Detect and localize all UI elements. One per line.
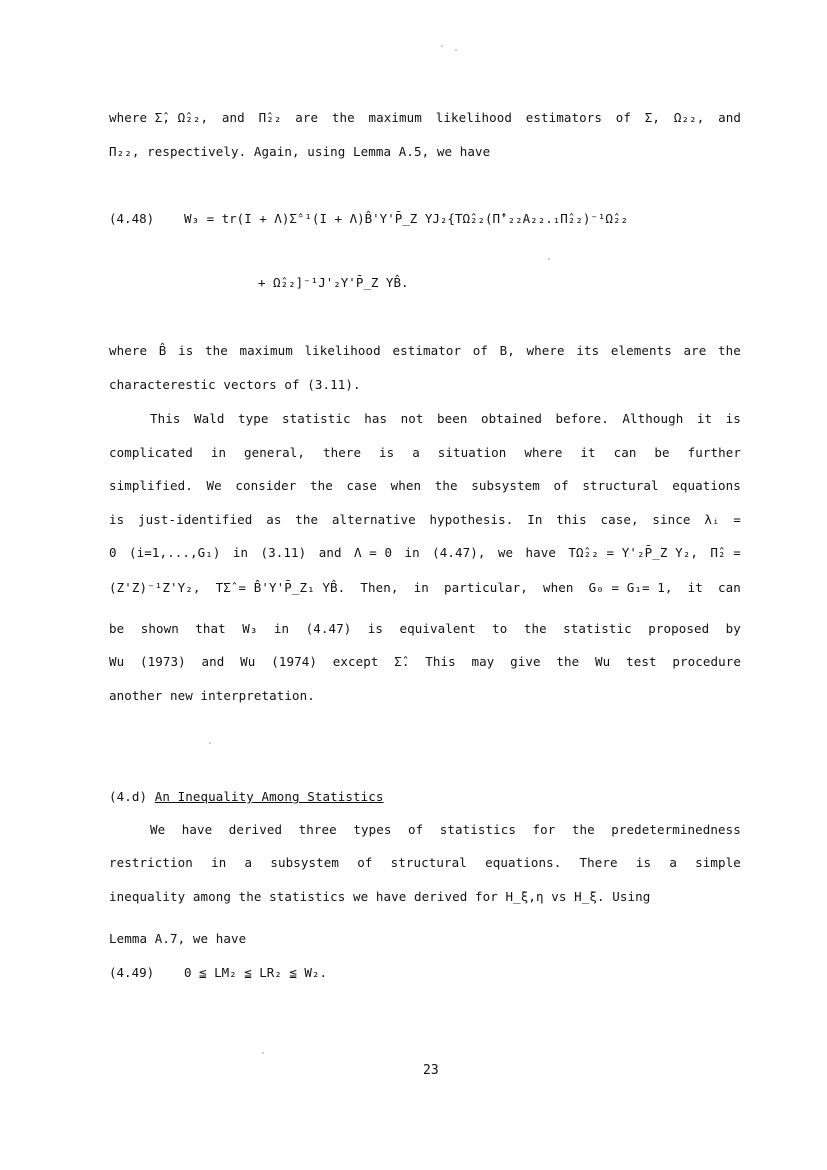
word: are [683,343,707,358]
word: for [532,822,556,837]
paragraph-4-line-1 [150,822,741,838]
word: B, [499,343,515,358]
scan-speck [262,1052,264,1054]
paragraph-1-line-1 [109,110,741,126]
section-title: An Inequality Among Statistics [154,789,384,804]
word: is [109,512,125,527]
word: structural [390,855,467,870]
word: to [492,621,508,636]
word: we [497,545,514,560]
scan-speck [455,49,457,51]
word: by [725,621,741,636]
word: λᵢ [704,512,720,527]
page-number: 23 [423,1063,439,1078]
word: (3.11) [260,545,307,560]
word: the [718,343,741,358]
word: Λ = 0 [353,545,393,560]
word: restriction [109,855,193,870]
word: TΣ̂ = B̂'Y'P̄_Z₁ YB̂. [215,580,346,595]
word: 0 [109,545,117,560]
word: it [696,411,713,426]
word: the [556,654,580,669]
paragraph-3-line-1 [150,411,741,427]
word: test [626,654,657,669]
word: not [400,411,424,426]
word: been [436,411,468,426]
word: structural [582,478,659,493]
word: a [244,855,253,870]
paragraph-2-line-1 [109,343,741,359]
word: since [652,512,691,527]
word: Ω₂₂, [673,110,705,125]
word: equations [672,478,741,493]
word: of [472,343,488,358]
section-number: (4.d) [109,789,148,804]
word: is [635,855,652,870]
word: there [322,445,362,460]
word: estimator [392,343,462,358]
word: are [295,110,319,125]
word: in [210,445,227,460]
word: is [379,445,395,460]
equation-4-48-line-2: + Ω̂₂₂]⁻¹J'₂Y'P̄_Z YB̂. [258,275,409,290]
word: We [150,822,166,837]
equation-4-48-line-1: W₃ = tr(I + Λ)Σ̂⁻¹(I + Λ)B̂'Y'P̄_Z YJ₂{TΩ̂₂₂(Π̂'₂₂A₂₂.₁Π̂₂₂)⁻¹Ω̂₂₂ [184,211,629,226]
scan-speck [548,258,550,260]
word: and [318,545,342,560]
word: in [273,621,290,636]
word: equations. [485,855,562,870]
word: Wu [240,654,256,669]
word: likelihood [304,343,381,358]
word: TΩ̂₂₂ = Y'₂P̄_Z Y₂, [568,545,699,560]
scan-speck [441,45,443,47]
word: subsystem [471,478,540,493]
word: predeterminedness [611,822,741,837]
word: situation [437,445,507,460]
word: obtained [480,411,542,426]
word: may [471,654,495,669]
word: (1974) [271,654,317,669]
word: can [718,580,741,595]
word: is [178,343,194,358]
word: it [580,445,596,460]
paragraph-3-line-7 [109,621,741,637]
word: equivalent [399,621,476,636]
word: shown [140,621,179,636]
word: in [211,855,227,870]
word: the [434,478,458,493]
word: have [181,822,213,837]
word: This [425,654,456,669]
word: Then, [360,580,399,595]
paragraph-1-line-2: Π₂₂, respectively. Again, using Lemma A.5, we have [109,144,491,159]
equation-number-4-49: (4.49) [109,965,155,980]
word: types [353,822,392,837]
word: case, [600,512,639,527]
word: and [718,110,741,125]
word: the [571,822,595,837]
word: the [204,343,228,358]
word: and [201,654,225,669]
word: general, [244,445,306,460]
paragraph-3-line-6 [109,580,741,596]
word: give [510,654,541,669]
word: has [364,411,388,426]
word: W₃ [242,621,258,636]
word: the [331,110,355,125]
word: G₀ = G₁= 1, [588,580,673,595]
word: derived [228,822,283,837]
word: of [553,478,569,493]
word: that [195,621,226,636]
word: when [390,478,422,493]
word: of [407,822,424,837]
word: procedure [672,654,741,669]
word: be [109,621,125,636]
word: is [725,411,741,426]
paragraph-4-line-2 [109,855,741,871]
word: (4.47), [432,545,486,560]
word: complicated [109,445,193,460]
word: proposed [648,621,710,636]
word: particular, [444,580,528,595]
paragraph-3-line-3 [109,478,741,494]
word: of [357,855,373,870]
paragraph-2-line-2: characterestic vectors of (3.11). [109,377,361,392]
word: in [413,580,429,595]
word: of [615,110,632,125]
scan-speck [209,742,211,744]
word: (4.47) [305,621,352,636]
section-heading [109,789,741,805]
word: where [526,343,565,358]
word: Π̂₂₂ [258,110,282,125]
word: (i=1,...,G₁) [129,545,221,560]
word: in [232,545,249,560]
word: statistics [439,822,516,837]
word: the [295,512,319,527]
word: Wald [194,411,225,426]
word: just-identified [138,512,253,527]
paragraph-3-line-8 [109,654,741,670]
word: where [109,343,148,358]
word: Wu [595,654,611,669]
word: likelihood [435,110,512,125]
word: as [266,512,282,527]
paragraph-3-line-4 [109,512,741,528]
equation-number-4-48: (4.48) [109,211,155,226]
word: further [687,445,741,460]
word: elements [610,343,672,358]
word: it [687,580,703,595]
word: Σ, [644,110,661,125]
word: maximum [239,343,293,358]
word: We [206,478,222,493]
word: type [238,411,269,426]
word: In [527,512,543,527]
word: B̂ [158,343,167,358]
word: This [150,411,181,426]
equation-4-49: 0 ≦ LM₂ ≦ LR₂ ≦ W₂. [184,965,327,980]
word: statistic [563,621,632,636]
word: where Σ̂, Ω̂₂₂, [109,110,209,125]
word: simplified. [109,478,193,493]
word: (Z'Z)⁻¹Z'Y₂, [109,580,201,595]
word: before. [555,411,609,426]
word: simple [695,855,741,870]
paragraph-4-line-4: Lemma A.7, we have [109,931,247,946]
paragraph-4-line-3: inequality among the statistics we have derived for H_ξ,η vs H_ξ. Using [109,889,651,904]
word: Π̂₂ = [710,545,741,560]
word: = [733,512,741,527]
word: consider [235,478,297,493]
word: and [221,110,245,125]
word: three [298,822,337,837]
word: case [346,478,378,493]
word: a [669,855,677,870]
word: hypothesis. [429,512,514,527]
word: Wu [109,654,125,669]
word: its [576,343,600,358]
word: a [412,445,420,460]
word: maximum [368,110,422,125]
word: when [543,580,574,595]
word: where [524,445,563,460]
word: can [613,445,637,460]
word: the [310,478,333,493]
paragraph-3-line-9: another new interpretation. [109,688,315,703]
word: subsystem [270,855,339,870]
word: in [404,545,420,560]
word: the [523,621,547,636]
word: (1973) [140,654,186,669]
word: Although [622,411,684,426]
word: Σ̂. [394,654,410,669]
word: estimators [525,110,602,125]
word: have [525,545,557,560]
word: alternative [331,512,416,527]
paragraph-3-line-2 [109,445,741,461]
word: this [556,512,587,527]
paragraph-3-line-5 [109,545,741,561]
word: is [367,621,384,636]
word: statistic [282,411,351,426]
word: except [332,654,379,669]
word: be [654,445,670,460]
word: There [579,855,618,870]
